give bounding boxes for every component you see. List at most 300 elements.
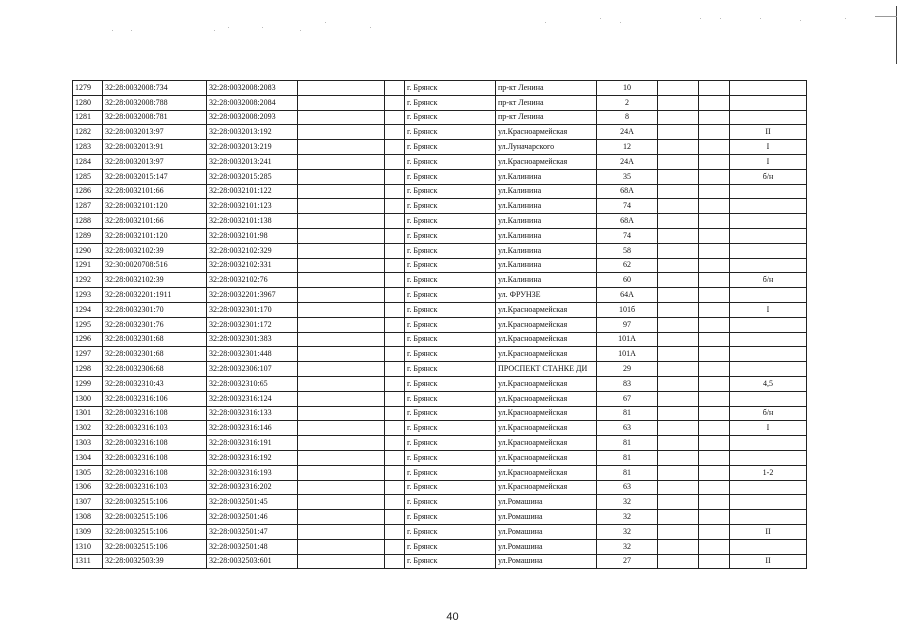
- table-row: [73, 184, 807, 199]
- empty-cell: [699, 510, 730, 525]
- parent-cadastral-number-cell: 32:28:0032301:76: [103, 317, 207, 332]
- table-row: [73, 228, 807, 243]
- premises-number-cell: [730, 110, 807, 125]
- empty-cell: [699, 273, 730, 288]
- empty-cell: [699, 154, 730, 169]
- table-row: [73, 302, 807, 317]
- premises-number-cell: [730, 214, 807, 229]
- empty-cell: [385, 450, 405, 465]
- street-cell: ул.Калинина: [496, 243, 597, 258]
- parent-cadastral-number-cell: 32:28:0032102:39: [103, 273, 207, 288]
- empty-cell: [298, 199, 385, 214]
- premises-number-cell: [730, 332, 807, 347]
- city-cell: г. Брянск: [405, 539, 496, 554]
- cadastral-number-cell: 32:28:0032008:2083: [207, 81, 298, 96]
- empty-cell: [385, 81, 405, 96]
- empty-cell: [385, 362, 405, 377]
- empty-cell: [385, 199, 405, 214]
- street-cell: ул.Луначарского: [496, 140, 597, 155]
- city-cell: г. Брянск: [405, 199, 496, 214]
- parent-cadastral-number-cell: 32:28:0032301:68: [103, 347, 207, 362]
- empty-cell: [699, 258, 730, 273]
- parent-cadastral-number-cell: 32:28:0032316:106: [103, 391, 207, 406]
- parent-cadastral-number-cell: 32:28:0032015:147: [103, 169, 207, 184]
- cadastral-number-cell: 32:28:0032013:192: [207, 125, 298, 140]
- row-number-cell: 1284: [73, 154, 103, 169]
- house-number-cell: 74: [597, 228, 658, 243]
- empty-cell: [298, 465, 385, 480]
- row-number-cell: 1288: [73, 214, 103, 229]
- empty-cell: [385, 125, 405, 140]
- parent-cadastral-number-cell: 32:28:0032316:108: [103, 406, 207, 421]
- parent-cadastral-number-cell: 32:28:0032310:43: [103, 376, 207, 391]
- city-cell: г. Брянск: [405, 465, 496, 480]
- house-number-cell: 101А: [597, 347, 658, 362]
- table-row: [73, 243, 807, 258]
- city-cell: г. Брянск: [405, 524, 496, 539]
- city-cell: г. Брянск: [405, 184, 496, 199]
- empty-cell: [298, 510, 385, 525]
- row-number-cell: 1280: [73, 95, 103, 110]
- parent-cadastral-number-cell: 32:28:0032101:120: [103, 199, 207, 214]
- empty-cell: [699, 406, 730, 421]
- city-cell: г. Брянск: [405, 332, 496, 347]
- row-number-cell: 1301: [73, 406, 103, 421]
- city-cell: г. Брянск: [405, 436, 496, 451]
- empty-cell: [298, 302, 385, 317]
- empty-cell: [699, 317, 730, 332]
- cadastral-number-cell: 32:28:0032102:76: [207, 273, 298, 288]
- premises-number-cell: I: [730, 154, 807, 169]
- street-cell: ул.Ромашина: [496, 539, 597, 554]
- empty-cell: [699, 140, 730, 155]
- street-cell: ул.Калинина: [496, 169, 597, 184]
- empty-cell: [298, 450, 385, 465]
- empty-cell: [385, 406, 405, 421]
- house-number-cell: 32: [597, 510, 658, 525]
- cadastral-number-cell: 32:28:0032503:601: [207, 554, 298, 569]
- street-cell: ул.Калинина: [496, 184, 597, 199]
- empty-cell: [385, 184, 405, 199]
- empty-cell: [658, 228, 699, 243]
- parent-cadastral-number-cell: 32:28:0032008:781: [103, 110, 207, 125]
- row-number-cell: 1311: [73, 554, 103, 569]
- house-number-cell: 81: [597, 406, 658, 421]
- premises-number-cell: [730, 288, 807, 303]
- house-number-cell: 101А: [597, 332, 658, 347]
- empty-cell: [658, 169, 699, 184]
- empty-cell: [385, 288, 405, 303]
- empty-cell: [385, 243, 405, 258]
- house-number-cell: 81: [597, 436, 658, 451]
- premises-number-cell: [730, 436, 807, 451]
- cadastral-number-cell: 32:28:0032501:45: [207, 495, 298, 510]
- street-cell: ул.Красноармейская: [496, 317, 597, 332]
- empty-cell: [385, 539, 405, 554]
- city-cell: г. Брянск: [405, 110, 496, 125]
- cadastral-number-cell: 32:28:0032101:98: [207, 228, 298, 243]
- premises-number-cell: [730, 199, 807, 214]
- empty-cell: [658, 317, 699, 332]
- cadastral-number-cell: 32:28:0032501:46: [207, 510, 298, 525]
- city-cell: г. Брянск: [405, 258, 496, 273]
- empty-cell: [699, 243, 730, 258]
- cadastral-number-cell: 32:28:0032101:122: [207, 184, 298, 199]
- empty-cell: [658, 495, 699, 510]
- house-number-cell: 2: [597, 95, 658, 110]
- empty-cell: [385, 465, 405, 480]
- house-number-cell: 35: [597, 169, 658, 184]
- empty-cell: [298, 436, 385, 451]
- city-cell: г. Брянск: [405, 95, 496, 110]
- empty-cell: [699, 554, 730, 569]
- row-number-cell: 1297: [73, 347, 103, 362]
- cadastral-number-cell: 32:28:0032316:202: [207, 480, 298, 495]
- street-cell: ул.Красноармейская: [496, 450, 597, 465]
- premises-number-cell: [730, 347, 807, 362]
- empty-cell: [658, 554, 699, 569]
- row-number-cell: 1307: [73, 495, 103, 510]
- empty-cell: [699, 539, 730, 554]
- street-cell: ул.Красноармейская: [496, 302, 597, 317]
- empty-cell: [298, 391, 385, 406]
- city-cell: г. Брянск: [405, 140, 496, 155]
- table-row: [73, 154, 807, 169]
- street-cell: ул.Красноармейская: [496, 376, 597, 391]
- table-row: [73, 524, 807, 539]
- street-cell: ПРОСПЕКТ СТАНКЕ ДИ: [496, 362, 597, 377]
- empty-cell: [385, 510, 405, 525]
- row-number-cell: 1304: [73, 450, 103, 465]
- house-number-cell: 83: [597, 376, 658, 391]
- empty-cell: [658, 436, 699, 451]
- city-cell: г. Брянск: [405, 273, 496, 288]
- parent-cadastral-number-cell: 32:28:0032515:106: [103, 495, 207, 510]
- premises-number-cell: б/н: [730, 169, 807, 184]
- table-row: [73, 169, 807, 184]
- parent-cadastral-number-cell: 32:28:0032306:68: [103, 362, 207, 377]
- house-number-cell: 27: [597, 554, 658, 569]
- table-row: [73, 273, 807, 288]
- premises-number-cell: II: [730, 524, 807, 539]
- empty-cell: [298, 332, 385, 347]
- empty-cell: [298, 125, 385, 140]
- table-row: [73, 347, 807, 362]
- house-number-cell: 58: [597, 243, 658, 258]
- table-row: [73, 480, 807, 495]
- empty-cell: [385, 554, 405, 569]
- empty-cell: [658, 510, 699, 525]
- premises-number-cell: II: [730, 554, 807, 569]
- cadastral-number-cell: 32:28:0032201:3967: [207, 288, 298, 303]
- scan-artifacts: [0, 0, 905, 60]
- row-number-cell: 1281: [73, 110, 103, 125]
- table-row: [73, 495, 807, 510]
- empty-cell: [298, 169, 385, 184]
- empty-cell: [385, 110, 405, 125]
- cadastral-number-cell: 32:28:0032301:170: [207, 302, 298, 317]
- empty-cell: [298, 81, 385, 96]
- city-cell: г. Брянск: [405, 391, 496, 406]
- empty-cell: [385, 332, 405, 347]
- empty-cell: [699, 524, 730, 539]
- empty-cell: [658, 376, 699, 391]
- cadastral-number-cell: 32:28:0032310:65: [207, 376, 298, 391]
- parent-cadastral-number-cell: 32:28:0032013:91: [103, 140, 207, 155]
- empty-cell: [699, 125, 730, 140]
- premises-number-cell: [730, 95, 807, 110]
- cadastral-number-cell: 32:28:0032316:191: [207, 436, 298, 451]
- empty-cell: [385, 214, 405, 229]
- table-row: [73, 465, 807, 480]
- empty-cell: [298, 524, 385, 539]
- row-number-cell: 1279: [73, 81, 103, 96]
- city-cell: г. Брянск: [405, 169, 496, 184]
- empty-cell: [298, 95, 385, 110]
- empty-cell: [385, 140, 405, 155]
- empty-cell: [298, 362, 385, 377]
- house-number-cell: 97: [597, 317, 658, 332]
- table-row: [73, 376, 807, 391]
- table-row: [73, 406, 807, 421]
- premises-number-cell: [730, 243, 807, 258]
- empty-cell: [298, 214, 385, 229]
- city-cell: г. Брянск: [405, 347, 496, 362]
- table-row: [73, 510, 807, 525]
- parent-cadastral-number-cell: 32:28:0032102:39: [103, 243, 207, 258]
- premises-number-cell: [730, 480, 807, 495]
- street-cell: ул.Ромашина: [496, 495, 597, 510]
- parent-cadastral-number-cell: 32:28:0032503:39: [103, 554, 207, 569]
- premises-number-cell: 4,5: [730, 376, 807, 391]
- house-number-cell: 62: [597, 258, 658, 273]
- cadastral-number-cell: 32:28:0032316:192: [207, 450, 298, 465]
- row-number-cell: 1289: [73, 228, 103, 243]
- city-cell: г. Брянск: [405, 288, 496, 303]
- empty-cell: [658, 332, 699, 347]
- empty-cell: [385, 95, 405, 110]
- empty-cell: [298, 421, 385, 436]
- empty-cell: [699, 110, 730, 125]
- city-cell: г. Брянск: [405, 495, 496, 510]
- cadastral-number-cell: 32:28:0032013:219: [207, 140, 298, 155]
- premises-number-cell: [730, 510, 807, 525]
- empty-cell: [658, 95, 699, 110]
- house-number-cell: 74: [597, 199, 658, 214]
- parent-cadastral-number-cell: 32:28:0032316:103: [103, 421, 207, 436]
- parent-cadastral-number-cell: 32:28:0032301:70: [103, 302, 207, 317]
- cadastral-number-cell: 32:28:0032102:329: [207, 243, 298, 258]
- parent-cadastral-number-cell: 32:28:0032013:97: [103, 154, 207, 169]
- empty-cell: [385, 302, 405, 317]
- parent-cadastral-number-cell: 32:30:0020708:516: [103, 258, 207, 273]
- page-number: 40: [446, 611, 459, 623]
- house-number-cell: 63: [597, 480, 658, 495]
- empty-cell: [298, 228, 385, 243]
- empty-cell: [298, 406, 385, 421]
- empty-cell: [658, 406, 699, 421]
- table-row: [73, 199, 807, 214]
- parent-cadastral-number-cell: 32:28:0032008:788: [103, 95, 207, 110]
- city-cell: г. Брянск: [405, 81, 496, 96]
- city-cell: г. Брянск: [405, 228, 496, 243]
- table-row: [73, 317, 807, 332]
- row-number-cell: 1293: [73, 288, 103, 303]
- street-cell: ул.Калинина: [496, 258, 597, 273]
- empty-cell: [658, 539, 699, 554]
- premises-number-cell: I: [730, 421, 807, 436]
- empty-cell: [385, 347, 405, 362]
- row-number-cell: 1282: [73, 125, 103, 140]
- table-row: [73, 436, 807, 451]
- premises-number-cell: [730, 258, 807, 273]
- empty-cell: [298, 347, 385, 362]
- empty-cell: [658, 480, 699, 495]
- empty-cell: [658, 347, 699, 362]
- street-cell: ул.Красноармейская: [496, 125, 597, 140]
- empty-cell: [385, 376, 405, 391]
- house-number-cell: 68А: [597, 214, 658, 229]
- row-number-cell: 1298: [73, 362, 103, 377]
- empty-cell: [385, 480, 405, 495]
- parent-cadastral-number-cell: 32:28:0032101:66: [103, 214, 207, 229]
- table-row: [73, 362, 807, 377]
- empty-cell: [699, 302, 730, 317]
- cadastral-number-cell: 32:28:0032013:241: [207, 154, 298, 169]
- street-cell: ул.Красноармейская: [496, 391, 597, 406]
- table-row: [73, 450, 807, 465]
- empty-cell: [658, 140, 699, 155]
- parent-cadastral-number-cell: 32:28:0032316:108: [103, 465, 207, 480]
- house-number-cell: 29: [597, 362, 658, 377]
- empty-cell: [699, 169, 730, 184]
- street-cell: ул.Ромашина: [496, 524, 597, 539]
- premises-number-cell: [730, 450, 807, 465]
- cadastral-number-cell: 32:28:0032501:47: [207, 524, 298, 539]
- city-cell: г. Брянск: [405, 125, 496, 140]
- parent-cadastral-number-cell: 32:28:0032201:1911: [103, 288, 207, 303]
- empty-cell: [658, 110, 699, 125]
- empty-cell: [699, 362, 730, 377]
- empty-cell: [658, 184, 699, 199]
- empty-cell: [658, 81, 699, 96]
- cadastral-number-cell: 32:28:0032101:123: [207, 199, 298, 214]
- premises-number-cell: I: [730, 140, 807, 155]
- premises-number-cell: [730, 317, 807, 332]
- row-number-cell: 1302: [73, 421, 103, 436]
- city-cell: г. Брянск: [405, 214, 496, 229]
- empty-cell: [658, 465, 699, 480]
- street-cell: ул.Красноармейская: [496, 480, 597, 495]
- empty-cell: [658, 524, 699, 539]
- house-number-cell: 32: [597, 539, 658, 554]
- house-number-cell: 63: [597, 421, 658, 436]
- premises-number-cell: 1-2: [730, 465, 807, 480]
- parent-cadastral-number-cell: 32:28:0032101:66: [103, 184, 207, 199]
- empty-cell: [298, 258, 385, 273]
- city-cell: г. Брянск: [405, 421, 496, 436]
- house-number-cell: 32: [597, 495, 658, 510]
- city-cell: г. Брянск: [405, 376, 496, 391]
- cadastral-number-cell: 32:28:0032015:285: [207, 169, 298, 184]
- row-number-cell: 1296: [73, 332, 103, 347]
- empty-cell: [699, 288, 730, 303]
- cadastral-number-cell: 32:28:0032102:331: [207, 258, 298, 273]
- street-cell: ул.Калинина: [496, 214, 597, 229]
- street-cell: ул.Калинина: [496, 273, 597, 288]
- house-number-cell: 10: [597, 81, 658, 96]
- street-cell: ул.Ромашина: [496, 554, 597, 569]
- row-number-cell: 1290: [73, 243, 103, 258]
- scan-edge-line: [896, 6, 897, 64]
- empty-cell: [385, 317, 405, 332]
- street-cell: ул.Красноармейская: [496, 465, 597, 480]
- table-row: [73, 391, 807, 406]
- street-cell: ул.Красноармейская: [496, 347, 597, 362]
- city-cell: г. Брянск: [405, 243, 496, 258]
- premises-number-cell: [730, 228, 807, 243]
- cadastral-number-cell: 32:28:0032306:107: [207, 362, 298, 377]
- cadastral-number-cell: 32:28:0032316:146: [207, 421, 298, 436]
- row-number-cell: 1306: [73, 480, 103, 495]
- house-number-cell: 24А: [597, 125, 658, 140]
- parent-cadastral-number-cell: 32:28:0032515:106: [103, 510, 207, 525]
- city-cell: г. Брянск: [405, 362, 496, 377]
- row-number-cell: 1291: [73, 258, 103, 273]
- cadastral-number-cell: 32:28:0032316:124: [207, 391, 298, 406]
- empty-cell: [699, 95, 730, 110]
- row-number-cell: 1294: [73, 302, 103, 317]
- street-cell: ул.Ромашина: [496, 510, 597, 525]
- row-number-cell: 1292: [73, 273, 103, 288]
- premises-number-cell: [730, 391, 807, 406]
- parent-cadastral-number-cell: 32:28:0032101:120: [103, 228, 207, 243]
- empty-cell: [298, 480, 385, 495]
- parent-cadastral-number-cell: 32:28:0032008:734: [103, 81, 207, 96]
- street-cell: ул.Красноармейская: [496, 406, 597, 421]
- empty-cell: [298, 288, 385, 303]
- empty-cell: [385, 169, 405, 184]
- row-number-cell: 1295: [73, 317, 103, 332]
- empty-cell: [658, 214, 699, 229]
- premises-number-cell: [730, 362, 807, 377]
- house-number-cell: 60: [597, 273, 658, 288]
- empty-cell: [699, 214, 730, 229]
- empty-cell: [385, 154, 405, 169]
- empty-cell: [699, 81, 730, 96]
- empty-cell: [699, 436, 730, 451]
- property-register-table: [72, 80, 807, 569]
- table-row: [73, 110, 807, 125]
- empty-cell: [658, 243, 699, 258]
- empty-cell: [699, 347, 730, 362]
- row-number-cell: 1309: [73, 524, 103, 539]
- house-number-cell: 24А: [597, 154, 658, 169]
- empty-cell: [699, 199, 730, 214]
- street-cell: пр-кт Ленина: [496, 110, 597, 125]
- house-number-cell: 68А: [597, 184, 658, 199]
- parent-cadastral-number-cell: 32:28:0032515:106: [103, 524, 207, 539]
- empty-cell: [385, 273, 405, 288]
- empty-cell: [699, 376, 730, 391]
- empty-cell: [298, 495, 385, 510]
- row-number-cell: 1283: [73, 140, 103, 155]
- table-row: [73, 95, 807, 110]
- table-row: [73, 421, 807, 436]
- empty-cell: [385, 495, 405, 510]
- empty-cell: [658, 421, 699, 436]
- city-cell: г. Брянск: [405, 317, 496, 332]
